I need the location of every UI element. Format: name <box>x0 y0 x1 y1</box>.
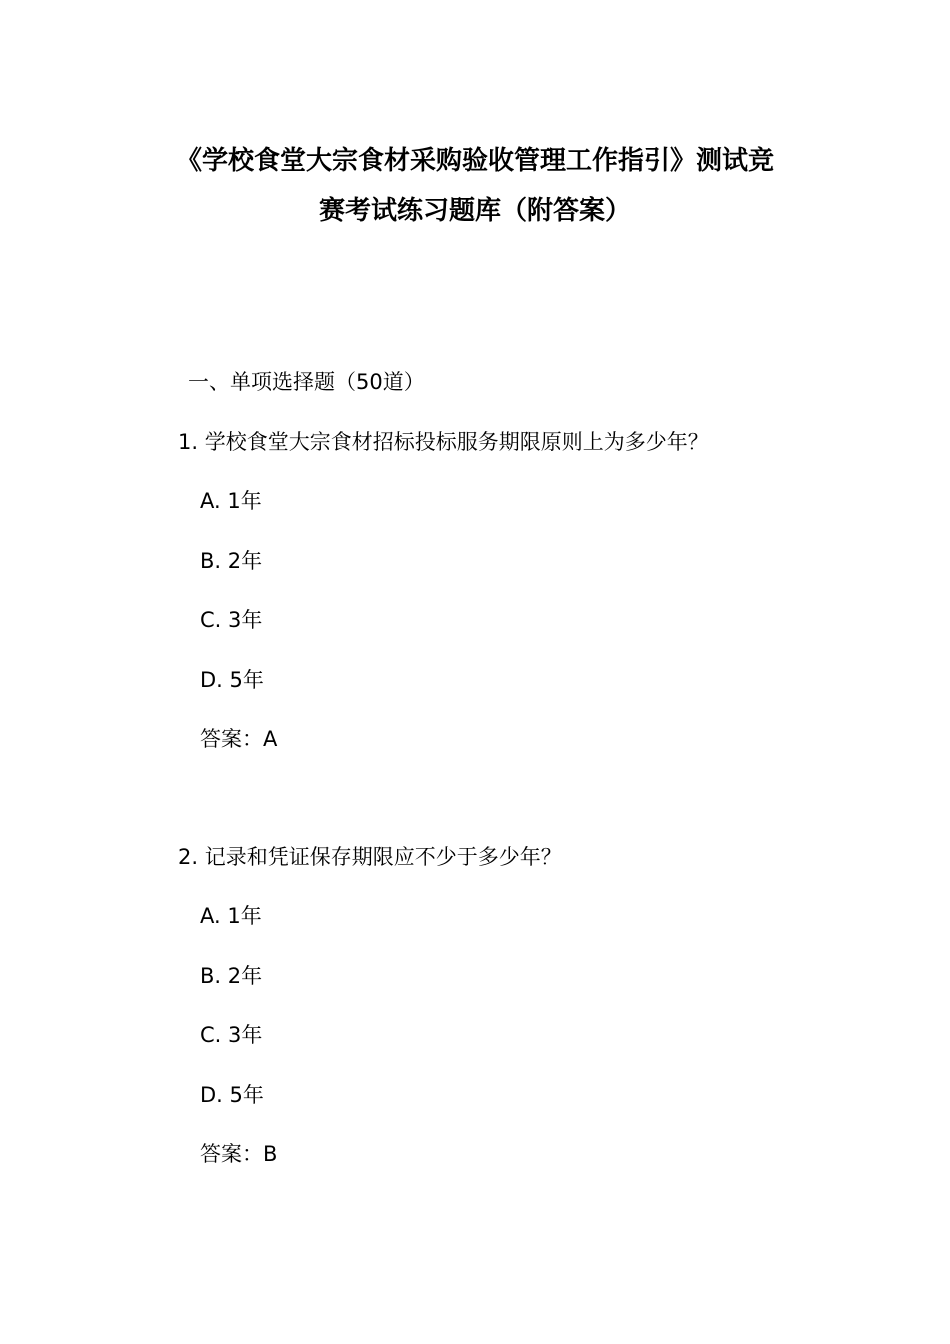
option-b: B. 2年 <box>200 964 263 988</box>
question-text: 1. 学校食堂大宗食材招标投标服务期限原则上为多少年？ <box>178 430 709 454</box>
section-heading: 一、单项选择题（50道） <box>188 370 425 394</box>
option-d: D. 5年 <box>200 668 264 692</box>
question-text: 2. 记录和凭证保存期限应不少于多少年？ <box>178 845 562 869</box>
option-d: D. 5年 <box>200 1083 264 1107</box>
option-b: B. 2年 <box>200 549 263 573</box>
answer: 答案：A <box>200 727 278 751</box>
document-title-line-1: 《学校食堂大宗食材采购验收管理工作指引》测试竞 <box>175 146 774 176</box>
answer: 答案：B <box>200 1142 278 1166</box>
option-a: A. 1年 <box>200 489 262 513</box>
option-c: C. 3年 <box>200 608 263 632</box>
option-c: C. 3年 <box>200 1023 263 1047</box>
option-a: A. 1年 <box>200 904 262 928</box>
document-title-line-2: 赛考试练习题库（附答案） <box>318 196 631 226</box>
